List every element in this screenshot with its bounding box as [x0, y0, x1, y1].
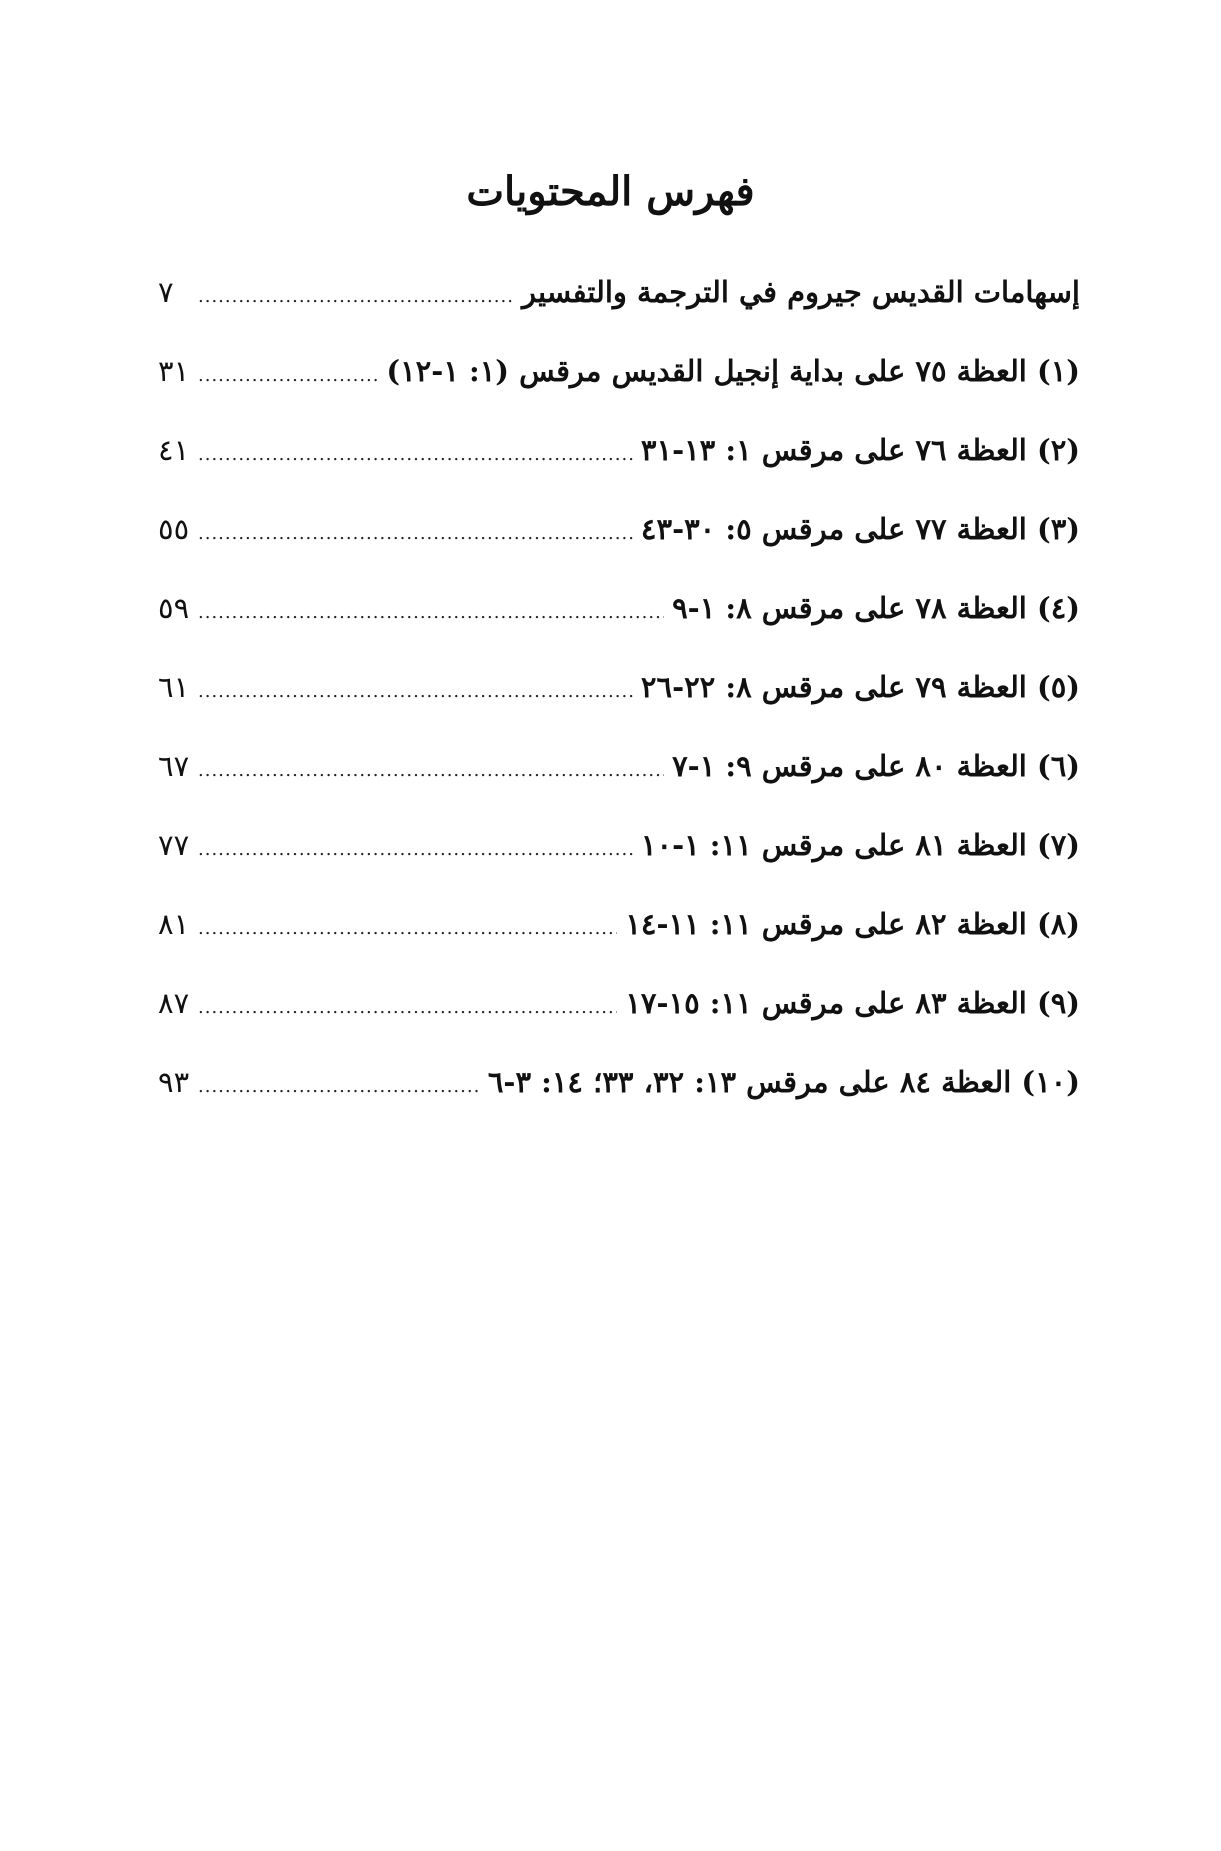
toc-entry[interactable]	[158, 272, 1080, 351]
toc-page-number: ٣١	[158, 354, 190, 388]
dot-leader	[198, 751, 664, 791]
toc-page-number: ٦١	[158, 670, 190, 704]
dot-leader	[198, 1067, 480, 1107]
toc-page-number: ٥٩	[158, 591, 190, 625]
toc-entry[interactable]	[158, 509, 1080, 588]
toc-entry-title: إسهامات القديس جيروم في الترجمة والتفسير	[521, 275, 1080, 309]
toc-page-number: ٩٣	[158, 1065, 190, 1099]
toc-entry-title: (٦) العظة ٨٠ على مرقس ٩: ١-٧	[672, 749, 1080, 783]
toc-entry-title: (١) العظة ٧٥ على بداية إنجيل القديس مرقس (١: ١-١٢)	[386, 354, 1080, 388]
toc-page-number: ٨٧	[158, 986, 190, 1020]
toc-entry-title: (٨) العظة ٨٢ على مرقس ١١: ١١-١٤	[625, 907, 1080, 941]
toc-page-number: ٥٥	[158, 512, 190, 546]
toc-page-number: ٨١	[158, 907, 190, 941]
toc-entry[interactable]	[158, 430, 1080, 509]
toc-entry[interactable]	[158, 983, 1080, 1062]
dot-leader	[198, 593, 664, 633]
toc-entry[interactable]	[158, 588, 1080, 667]
toc-entry[interactable]	[158, 746, 1080, 825]
toc-entry-title: (٥) العظة ٧٩ على مرقس ٨: ٢٢-٢٦	[640, 670, 1080, 704]
toc-entry-title: (٧) العظة ٨١ على مرقس ١١: ١-١٠	[640, 828, 1080, 862]
dot-leader	[198, 356, 378, 396]
dot-leader	[198, 277, 514, 317]
toc-entry-title: (٣) العظة ٧٧ على مرقس ٥: ٣٠-٤٣	[640, 512, 1080, 546]
toc-page-number: ٧	[158, 275, 174, 309]
dot-leader	[198, 830, 633, 870]
dot-leader	[198, 909, 617, 949]
toc-entry-title: (٢) العظة ٧٦ على مرقس ١: ١٣-٣١	[640, 433, 1080, 467]
toc-page-number: ٤١	[158, 433, 190, 467]
toc-entry-title: (٩) العظة ٨٣ على مرقس ١١: ١٥-١٧	[625, 986, 1080, 1020]
dot-leader	[198, 514, 633, 554]
page-title: فهرس المحتويات	[466, 168, 755, 215]
toc-page-number: ٦٧	[158, 749, 190, 783]
toc-page-number: ٧٧	[158, 828, 190, 862]
toc-entry[interactable]	[158, 904, 1080, 983]
dot-leader	[198, 435, 633, 475]
toc-entry[interactable]	[158, 1062, 1080, 1141]
toc-entry[interactable]	[158, 825, 1080, 904]
toc-list	[158, 272, 1080, 1141]
toc-entry[interactable]	[158, 667, 1080, 746]
toc-entry-title: (٤) العظة ٧٨ على مرقس ٨: ١-٩	[672, 591, 1080, 625]
toc-entry[interactable]	[158, 351, 1080, 430]
dot-leader	[198, 988, 617, 1028]
toc-entry-title: (١٠) العظة ٨٤ على مرقس ١٣: ٣٢، ٣٣؛ ١٤: ٣-٦	[487, 1065, 1080, 1099]
dot-leader	[198, 672, 633, 712]
